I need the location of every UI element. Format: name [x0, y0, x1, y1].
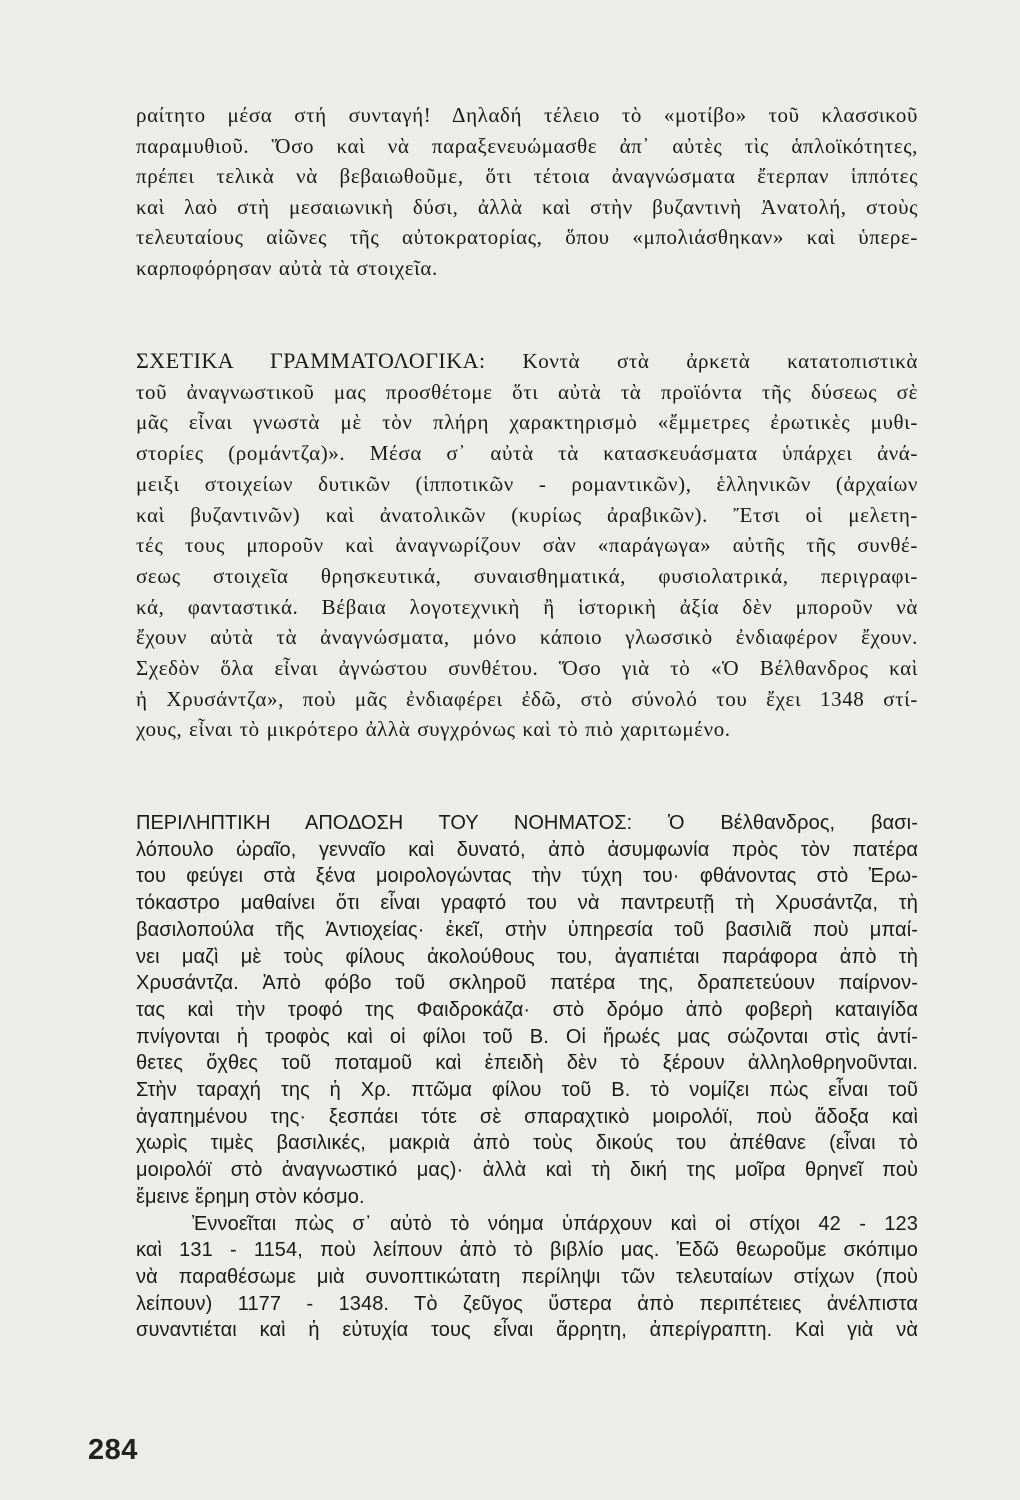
text-line: νὰ παραθέσωμε μιὰ συνοπτικώτατη περίληψι τῶν τελευταίων στίχων (ποὺ: [136, 1265, 918, 1288]
text-line: μοιρολόϊ στὸ ἀναγνωστικό μας)· ἀλλὰ καὶ τὴ δική της μοῖρα θρηνεῖ ποὺ: [136, 1159, 918, 1182]
text-line: θετες ὄχθες τοῦ ποταμοῦ καὶ ἐπειδὴ δὲν τὸ ξέρουν ἀλληλοθρηνοῦνται.: [136, 1052, 918, 1075]
text-line: Σχεδὸν ὅλα εἶναι ἀγνώστου συνθέτου. Ὅσο γιὰ τὸ «Ὁ Βέλθανδρος καὶ: [136, 656, 918, 681]
text-line: τόκαστρο μαθαίνει ὅτι εἶναι γραφτό του νὰ παντρευτῇ τὴ Χρυσάντζα, τὴ: [136, 892, 918, 915]
text-line: ἔχουν αὐτὰ τὰ ἀναγνώσματα, μόνο κάποιο γλωσσικὸ ἐνδιαφέρον ἔχουν.: [136, 625, 918, 650]
literary-notes-paragraph: [136, 346, 918, 745]
summary-paragraph: [136, 810, 918, 1344]
page-number: 284: [88, 1434, 138, 1466]
text-line: σεως στοιχεῖα θρησκευτικά, συναισθηματικά, φυσιολατρικά, περιγραφι-: [136, 563, 918, 588]
text-line: νει μαζὶ μὲ τοὺς φίλους ἀκολούθους του, ἀγαπιέται παράφορα ἀπὸ τὴ: [136, 945, 918, 968]
text-line: καὶ λαὸ στὴ μεσαιωνικὴ δύσι, ἀλλὰ καὶ στὴν βυζαντινὴ Ἀνατολή, στοὺς: [136, 194, 918, 219]
text-line: Στὴν ταραχή της ἡ Χρ. πτῶμα φίλου τοῦ Β. τὸ νομίζει πὼς εἶναι τοῦ: [136, 1079, 918, 1102]
text-line: ἡ Χρυσάντζα», ποὺ μᾶς ἐνδιαφέρει ἐδῶ, στὸ σύνολό του ἔχει 1348 στί-: [136, 686, 918, 711]
text-line: ραίτητο μέσα στή συνταγή! Δηλαδή τέλειο τὸ «μοτίβο» τοῦ κλασσικοῦ: [136, 103, 918, 127]
text-line: καὶ 131 - 1154, ποὺ λείπουν ἀπὸ τὸ βιβλίο μας. Ἐδῶ θεωροῦμε σκόπιμο: [136, 1239, 918, 1262]
text-line: Ἐννοεῖται πὼς σ᾿ αὐτὸ τὸ νόημα ὑπάρχουν καὶ οἱ στίχοι 42 - 123: [192, 1212, 918, 1235]
text-line: χους, εἶναι τὸ μικρότερο ἀλλὰ συγχρόνως καὶ τὸ πιὸ χαριτωμένο.: [136, 717, 731, 742]
section-heading: ΠΕΡΙΛΗΠΤΙΚΗ ΑΠΟΔΟΣΗ ΤΟΥ ΝΟΗΜΑΤΟΣ:: [136, 812, 633, 834]
paragraph-continuation: [136, 100, 918, 284]
text-line: κά, φανταστικά. Βέβαια λογοτεχνικὴ ἢ ἱστορικὴ ἀξία δὲν μποροῦν νὰ: [136, 594, 918, 619]
text-line: μᾶς εἶναι γνωστὰ μὲ τὸν πλήρη χαρακτηρισμὸ «ἔμμετρες ἐρωτικὲς μυθι-: [136, 410, 918, 435]
text-line: Χρυσάντζα. Ἀπὸ φόβο τοῦ σκληροῦ πατέρα της, δραπετεύουν παίρνον-: [136, 972, 918, 995]
text-line: ἀγαπημένου της· ξεσπάει τότε σὲ σπαραχτικὸ μοιρολόϊ, ποὺ ἄδοξα καὶ: [136, 1105, 918, 1128]
text-line: μειξι στοιχείων δυτικῶν (ἱπποτικῶν - ρομαντικῶν), ἑλληνικῶν (ἀρχαίων: [136, 471, 918, 496]
section-heading: ΣΧΕΤΙΚΑ ΓΡΑΜΜΑΤΟΛΟΓΙΚΑ:: [136, 348, 486, 373]
text-line: [136, 346, 918, 377]
text-line: χωρὶς τιμὲς βασιλικές, μακριὰ ἀπὸ τοὺς δικούς του ἀπέθανε (εἶναι τὸ: [136, 1132, 918, 1155]
text-line: λείπουν) 1177 - 1348. Τὸ ζεῦγος ὕστερα ἀπὸ περιπέτειες ἀνέλπιστα: [136, 1292, 918, 1315]
text-line: του φεύγει στὰ ξένα μοιρολογώντας τὴν τύχη του· φθάνοντας στὸ Ἐρω-: [136, 865, 918, 888]
text-line: καὶ βυζαντινῶν) καὶ ἀνατολικῶν (κυρίως ἀραβικῶν). Ἔτσι οἱ μελετη-: [136, 502, 918, 527]
text-line: στορίες (ρομάντζα)». Μέσα σ᾿ αὐτὰ τὰ κατασκευάσματα ὑπάρχει ἀνά-: [136, 441, 918, 466]
text-line: πνίγονται ἡ τροφὸς καὶ οἱ φίλοι τοῦ Β. Οἱ ἥρωές μας σώζονται στὶς ἀντί-: [136, 1025, 918, 1048]
text-line: τές τους μποροῦν καὶ ἀναγνωρίζουν σὰν «παράγωγα» αὐτῆς τῆς συνθέ-: [136, 533, 918, 558]
text-line: [136, 810, 918, 837]
text-line: παραμυθιοῦ. Ὅσο καὶ νὰ παραξενευώμασθε ἀπ᾿ αὐτὲς τὶς ἁπλοϊκότητες,: [136, 133, 918, 158]
text-line: τελευταίους αἰῶνες τῆς αὐτοκρατορίας, ὅπου «μπολιάσθηκαν» καὶ ὑπερε-: [136, 225, 918, 250]
text-line: καρποφόρησαν αὐτὰ τὰ στοιχεῖα.: [136, 255, 438, 280]
text-line: πρέπει τελικὰ νὰ βεβαιωθοῦμε, ὅτι τέτοια ἀναγνώσματα ἔτερπαν ἱππότες: [136, 164, 918, 189]
text-line: λόπουλο ὡραῖο, γενναῖο καὶ δυνατό, ἀπὸ ἀσυμφωνία πρὸς τὸν πατέρα: [136, 838, 918, 861]
heading-line-rest: Ὁ Βέλθανδρος, βασι-: [667, 812, 918, 834]
text-line: τοῦ ἀναγνωστικοῦ μας προσθέτομε ὅτι αὐτὰ τὰ προϊόντα τῆς δύσεως σὲ: [136, 379, 918, 404]
text-line: ἔμεινε ἔρημη στὸν κόσμο.: [136, 1185, 365, 1208]
text-line: συναντιέται καὶ ἡ εὐτυχία τους εἶναι ἄρρητη, ἀπερίγραπτη. Καὶ γιὰ νὰ: [136, 1319, 918, 1342]
text-line: βασιλοπούλα τῆς Ἀντιοχείας· ἐκεῖ, στὴν ὑπηρεσία τοῦ βασιλιᾶ ποὺ μπαί-: [136, 918, 918, 941]
heading-line-rest: Κοντὰ στὰ ἀρκετὰ κατατοπιστικὰ: [522, 349, 918, 373]
text-line: τας καὶ τὴν τροφό της Φαιδροκάζα· στὸ δρόμο ἀπὸ φοβερὴ καταιγίδα: [136, 998, 918, 1021]
